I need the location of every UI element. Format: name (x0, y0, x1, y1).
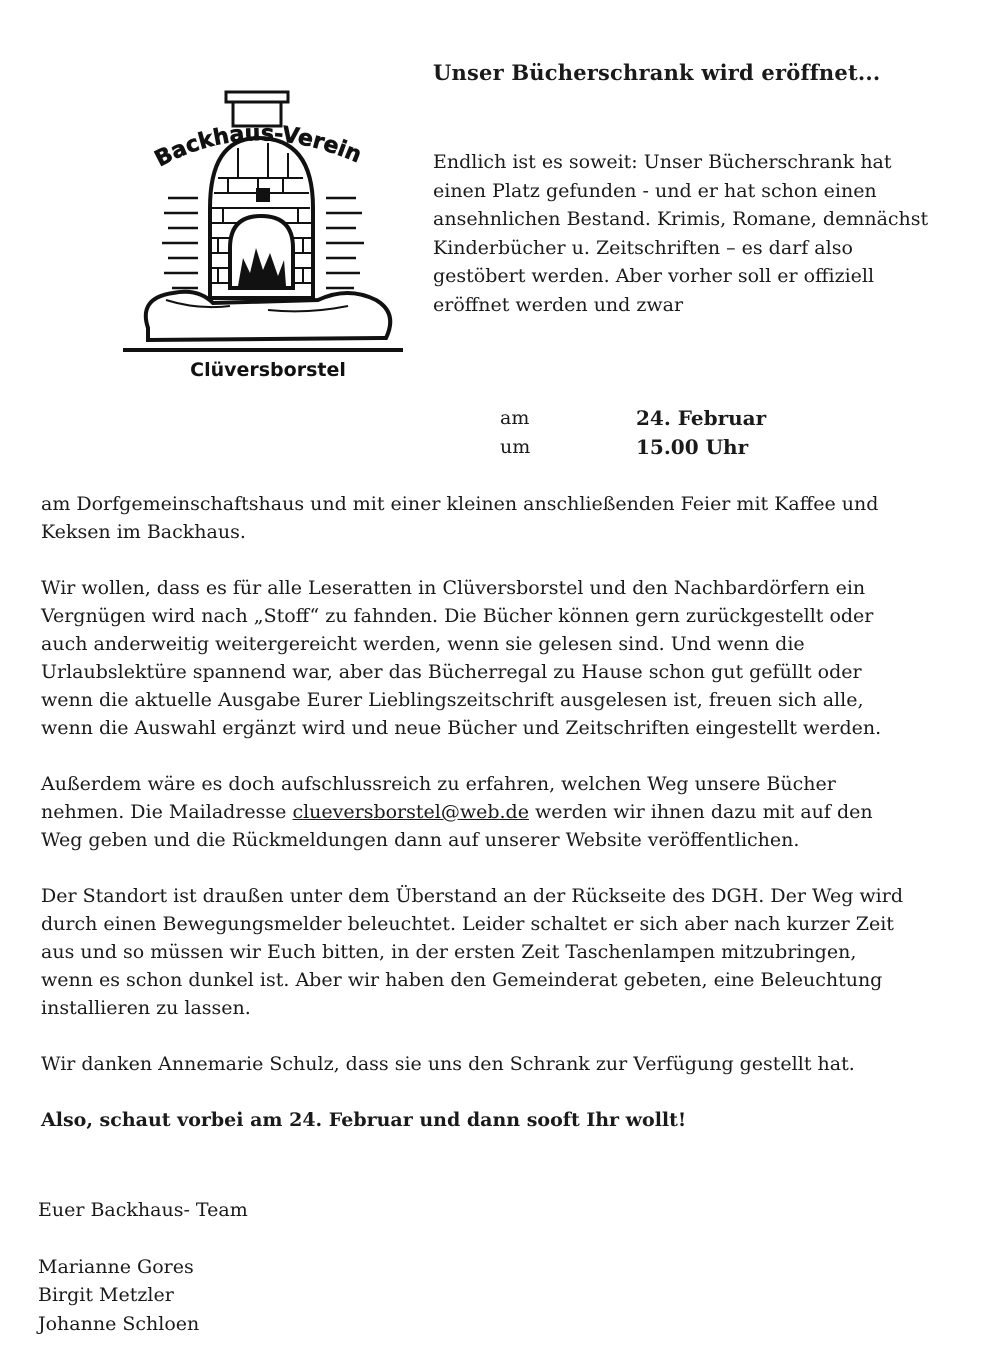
text-line: einen Platz gefunden - und er hat schon einen (433, 179, 877, 202)
text-line: Wir wollen, dass es für alle Leseratten in Clüversborstel und den Nachbardörfern ein (41, 577, 866, 599)
logo-bottom-text: Clüversborstel (190, 359, 346, 381)
document-title: Unser Bücherschrank wird eröffnet... (433, 60, 881, 85)
text-fragment: nehmen. Die Mailadresse (41, 801, 293, 823)
event-date-row (500, 404, 766, 433)
text-line: Endlich ist es soweit: Unser Bücherschrank hat (433, 151, 892, 173)
date-label: am (500, 407, 530, 429)
paragraph-thanks (41, 1050, 981, 1078)
text-line: Keksen im Backhaus. (41, 521, 246, 543)
text-line: Wir danken Annemarie Schulz, dass sie uns den Schrank zur Verfügung gestellt hat. (41, 1053, 855, 1075)
time-label: um (500, 436, 531, 458)
text-line: ansehnlichen Bestand. Krimis, Romane, demnächst (433, 208, 929, 231)
body-text (41, 490, 981, 1162)
text-line: Außerdem wäre es doch aufschlussreich zu erfahren, welchen Weg unsere Bücher (41, 773, 836, 795)
time-value: 15.00 Uhr (636, 435, 749, 459)
text-line: installieren zu lassen. (41, 997, 251, 1019)
text-line: wenn es schon dunkel ist. Aber wir haben den Gemeinderat gebeten, eine Beleuchtung (41, 969, 883, 991)
email-link[interactable]: clueversborstel@web.de (292, 801, 529, 823)
intro-paragraph (433, 148, 978, 320)
text-line: Weg geben und die Rückmeldungen dann auf unserer Website veröffentlichen. (41, 829, 800, 851)
paragraph-location (41, 490, 981, 546)
signature-name: Marianne Gores (38, 1255, 194, 1278)
signature (38, 1196, 248, 1338)
signature-team: Euer Backhaus- Team (38, 1199, 248, 1221)
text-line: Der Standort ist draußen unter dem Überstand an der Rückseite des DGH. Der Weg wird (41, 885, 903, 907)
paragraph-email (41, 770, 981, 854)
logo-top-text: Backhaus-Verein (151, 121, 365, 173)
text-line: auch anderweitig weitergereicht werden, wenn sie gelesen sind. Und wenn die (41, 633, 805, 655)
text-line: eröffnet werden und zwar (433, 293, 684, 316)
text-line: Urlaubslektüre spannend war, aber das Bücherregal zu Hause schon gut gefüllt oder (41, 661, 862, 683)
paragraph-invitation (41, 574, 981, 742)
text-line: am Dorfgemeinschaftshaus und mit einer kleinen anschließenden Feier mit Kaffee und (41, 493, 879, 515)
text-line: gestöbert werden. Aber vorher soll er offiziell (433, 265, 875, 288)
event-time-row (500, 433, 766, 462)
text-line: wenn die aktuelle Ausgabe Eurer Lieblingszeitschrift ausgelesen ist, freuen sich alle, (41, 689, 864, 711)
paragraph-standort (41, 882, 981, 1022)
backhaus-verein-logo (118, 88, 408, 388)
date-value: 24. Februar (636, 406, 767, 430)
text-line: wenn die Auswahl ergänzt wird und neue Bücher und Zeitschriften eingestellt werden. (41, 717, 882, 739)
signature-name: Birgit Metzler (38, 1284, 174, 1306)
text-line: durch einen Bewegungsmelder beleuchtet. Leider schaltet er sich aber nach kurzer Zeit (41, 913, 894, 935)
text-line: Vergnügen wird nach „Stoff“ zu fahnden. Die Bücher können gern zurückgestellt oder (41, 605, 874, 627)
text-line: aus und so müssen wir Euch bitten, in der ersten Zeit Taschenlampen mitzubringen, (41, 941, 857, 963)
text-line: Kinderbücher u. Zeitschriften – es darf also (433, 236, 853, 259)
text-line (41, 798, 981, 826)
closing-line (41, 1106, 981, 1134)
text-fragment: werden wir ihnen dazu mit auf den (528, 801, 873, 823)
event-details (500, 404, 766, 462)
text-line: Also, schaut vorbei am 24. Februar und dann sooft Ihr wollt! (41, 1109, 687, 1131)
signature-name: Johanne Schloen (38, 1312, 200, 1335)
